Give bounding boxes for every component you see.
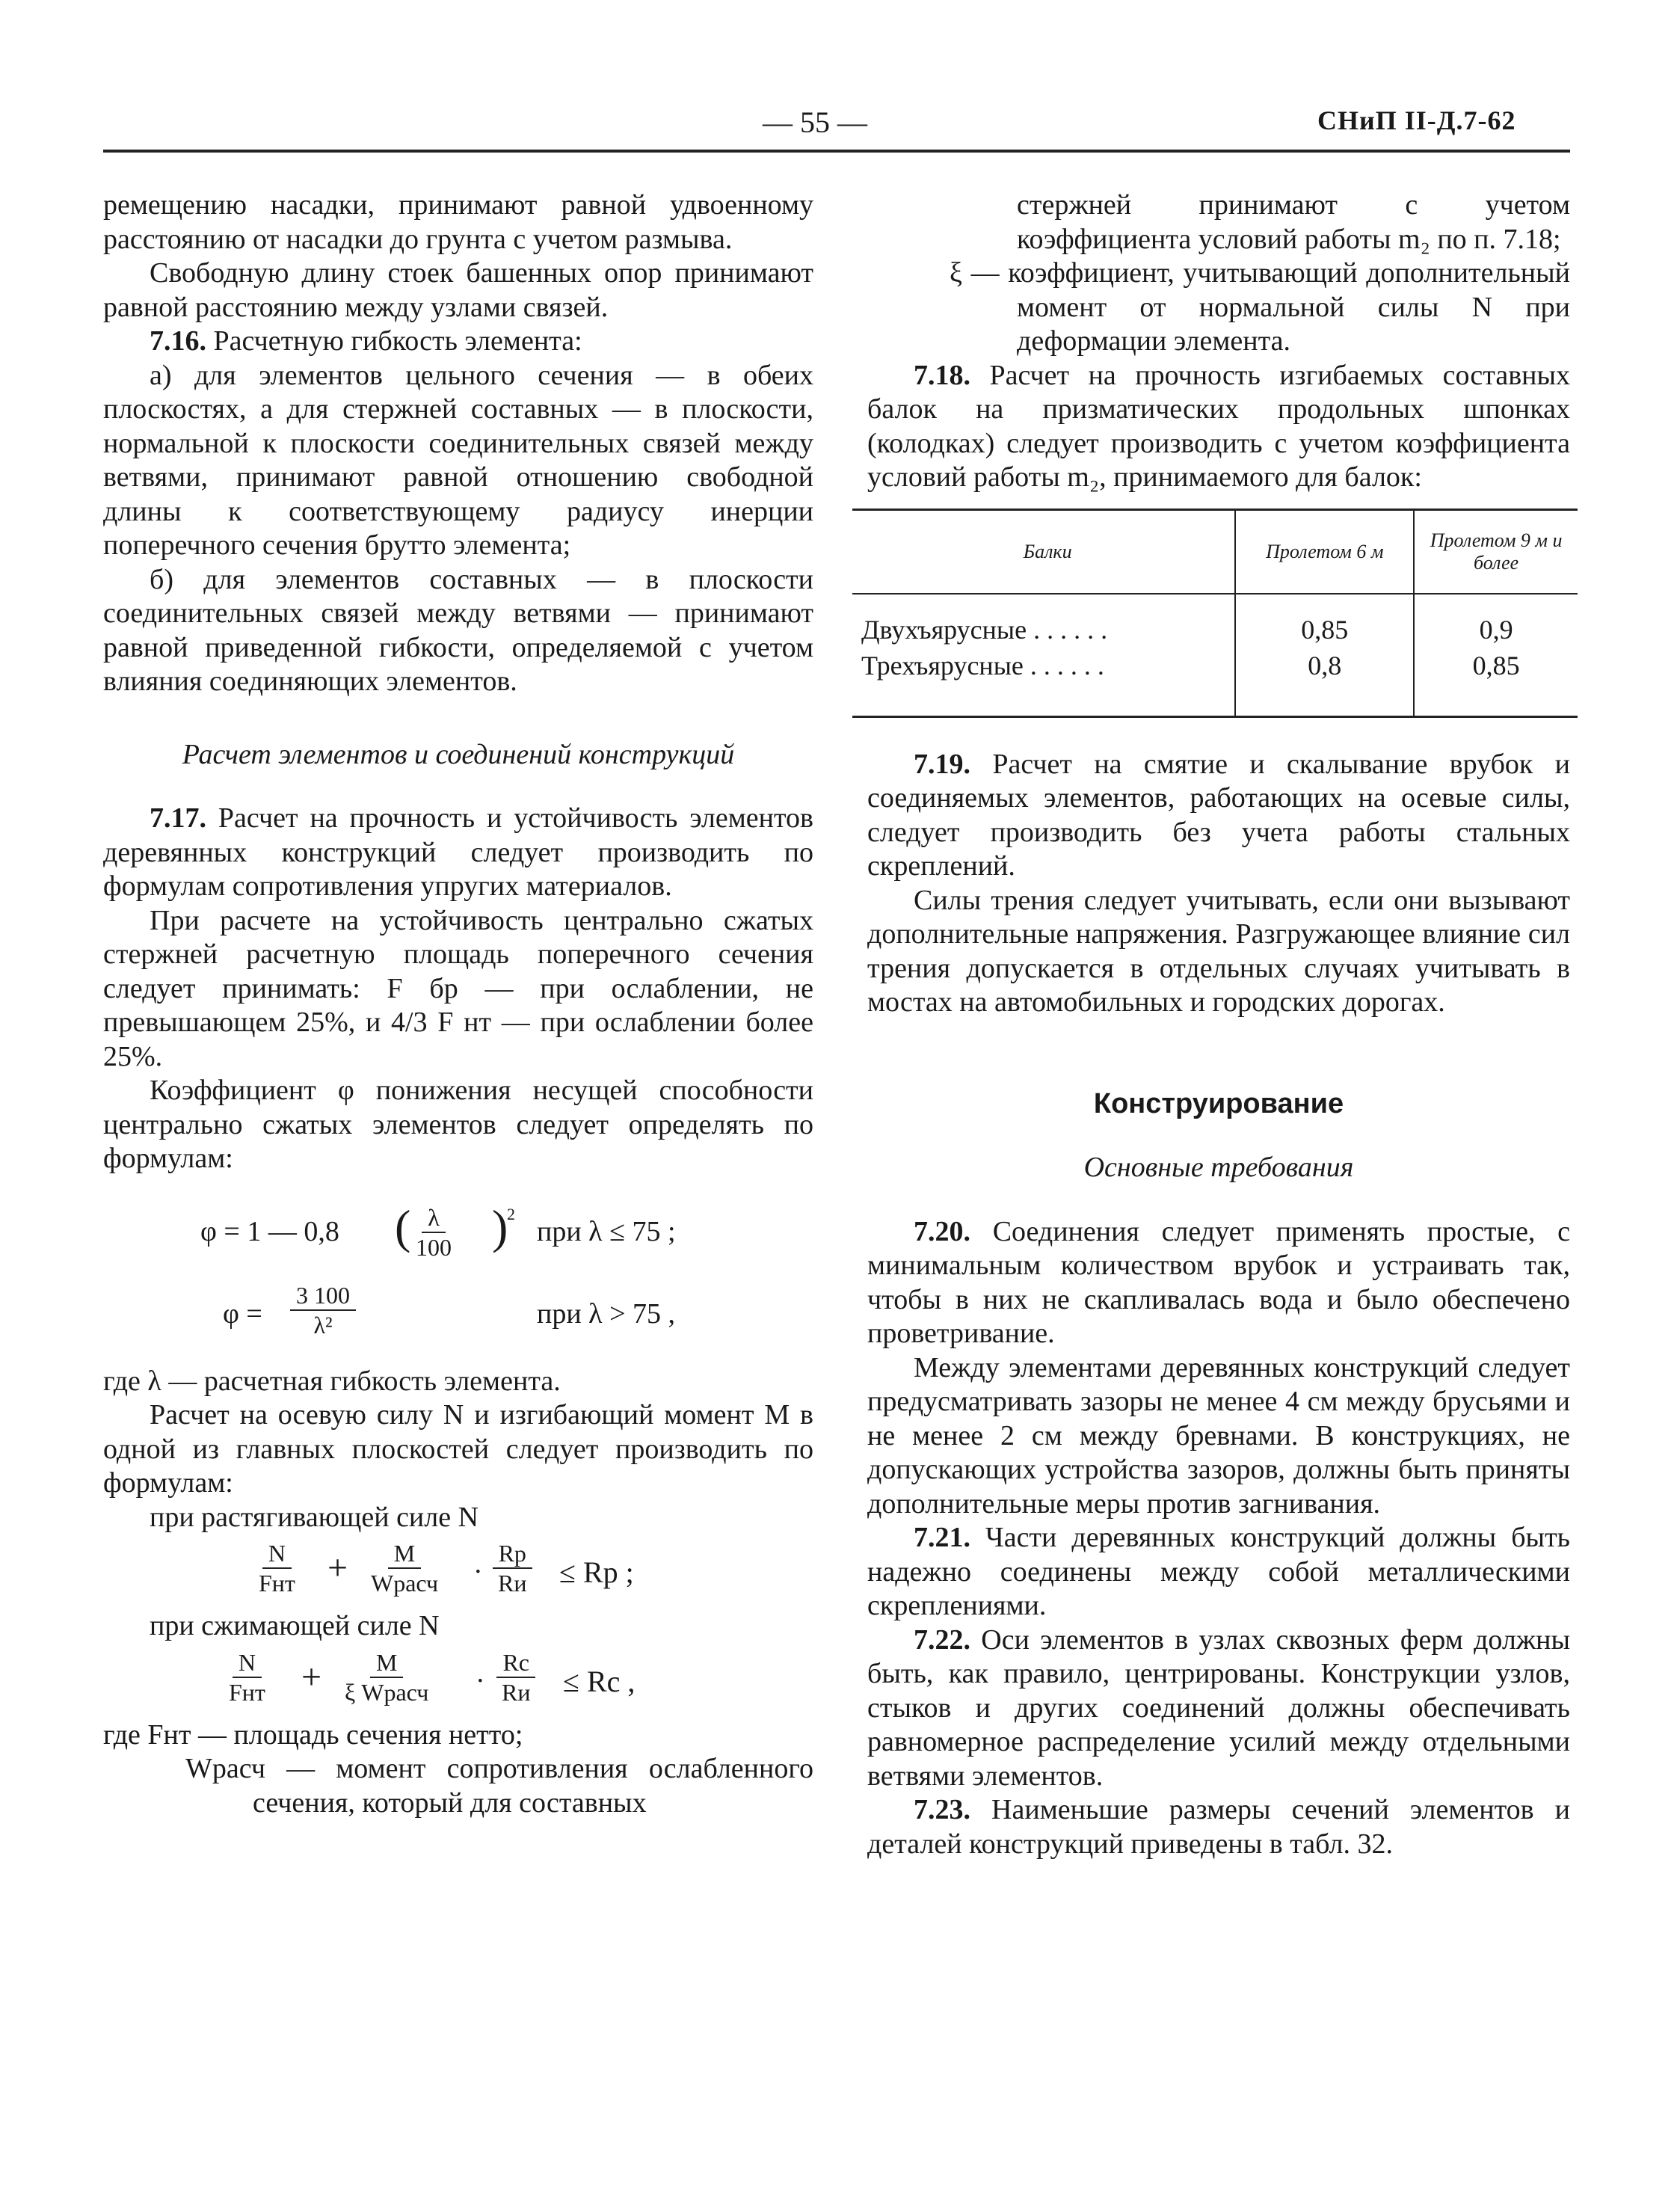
exponent: 2 (507, 1204, 515, 1223)
clause-7-17 (103, 802, 813, 904)
clause-number: 7.22. (914, 1623, 970, 1656)
fraction (410, 1203, 458, 1262)
denominator: λ² (313, 1311, 333, 1339)
clause-text: Расчет на смятие и скалывание врубок и соединяемых элементов, работающих на осевые силы, следует производить без учета работы стальных скреплений. (867, 748, 1571, 882)
clause-7-23 (867, 1793, 1570, 1861)
formula-lhs: φ = (223, 1297, 262, 1330)
left-column (103, 188, 813, 1820)
clause-number: 7.17. (150, 802, 206, 834)
numerator: λ (422, 1203, 446, 1233)
clause-7-16 (103, 325, 813, 359)
section-subheading: Основные требования (1083, 1152, 1354, 1183)
paragraph: а) для элементов цельного сечения — в обеих плоскостях, а для стержней составных — в плоскости, нормальной к плоскости соединительных связей между ветвями, принимают равной отношению свободной длины к соответствующему радиусу инерции поперечного сечения брутто элемента; (103, 359, 813, 561)
paragraph: Коэффициент φ понижения несущей способности центрально сжатых элементов следует определять по формулам: (103, 1075, 813, 1174)
numerator: 3 100 (290, 1281, 356, 1311)
denominator: Rи (498, 1570, 527, 1597)
table-cell: 0,8 (1235, 648, 1414, 717)
table-cell: 0,85 (1414, 648, 1578, 717)
beam-coefficient-table (852, 509, 1578, 718)
clause-7-21 (867, 1521, 1570, 1623)
fraction (492, 1539, 532, 1597)
table-header: Пролетом 9 м и более (1414, 509, 1578, 594)
fraction (365, 1539, 444, 1597)
paragraph: при растягивающей силе N (150, 1501, 479, 1533)
paragraph: где Fнт — площадь сечения нетто; (103, 1718, 523, 1751)
numerator: N (262, 1539, 292, 1569)
fraction (496, 1648, 536, 1706)
table-row (852, 594, 1578, 648)
subheading: Расчет элементов и соединений конструкций (182, 738, 735, 770)
table-cell: Двухъярусные . . . . . . (861, 614, 1108, 645)
clause-text: Части деревянных конструкций должны быть надежно соединены между собой металлическими скреплениями. (867, 1522, 1571, 1621)
formula-compression (103, 1644, 813, 1718)
clause-text: Расчетную гибкость элемента: (213, 325, 582, 357)
table-row (852, 648, 1578, 717)
clause-7-18 (867, 359, 1570, 495)
paragraph: б) для элементов составных — в плоскости соединительных связей между ветвями — принимают равной приведенной гибкости, определяемой с учетом влияния соединяющих элементов. (103, 563, 813, 697)
table-header: Балки (852, 509, 1235, 594)
clause-text: Соединения следует применять простые, с минимальным количеством врубок и устраивать так, чтобы в них не скапливалась вода и было обеспечено проветривание. (867, 1215, 1570, 1349)
formula-rhs: ≤ Rс , (563, 1664, 636, 1698)
paragraph: ξ — коэффициент, учитывающий дополнительный момент от нормальной силы N при деформации элемента. (950, 257, 1570, 357)
dot: · (473, 1556, 483, 1588)
numerator: Rр (493, 1539, 532, 1569)
denominator: ξ Wрасч (345, 1678, 429, 1706)
clause-text: Оси элементов в узлах сквозных ферм должны быть, как правило, центрированы. Конструкции узлов, стыков и других соединений должны обеспечивать равномерное распределение усилий между отдельными ветвями элементов. (867, 1623, 1570, 1792)
clause-number: 7.19. (914, 748, 970, 780)
clause-number: 7.21. (914, 1522, 970, 1553)
clause-text: Расчет на прочность и устойчивость элементов деревянных конструкций следует производить по формулам сопротивления упругих материалов. (103, 802, 814, 902)
section-heading: Конструирование (1093, 1087, 1344, 1119)
formula-phi-2 (103, 1275, 813, 1357)
table-cell: 0,9 (1414, 594, 1578, 648)
numerator: N (233, 1648, 262, 1678)
clause-number: 7.23. (914, 1794, 970, 1825)
denominator: Wрасч (371, 1570, 439, 1597)
fraction (253, 1539, 301, 1597)
paragraph: Wрасч — момент сопротивления ослабленного сечения, который для составных (185, 1753, 813, 1819)
clause-number: 7.18. (914, 359, 970, 391)
formula-condition: при λ > 75 , (537, 1297, 676, 1330)
paragraph: при сжимающей силе N (150, 1610, 440, 1641)
dot: · (476, 1665, 485, 1697)
formula-lhs: φ = 1 — 0,8 (200, 1215, 339, 1247)
plus-sign: + (327, 1548, 348, 1588)
numerator: M (370, 1648, 403, 1678)
plus-sign: + (301, 1656, 322, 1697)
paragraph: Силы трения следует учитывать, если они вызывают дополнительные напряжения. Разгружающее влияние сил трения допускается в отдельных случаях учитывать в мостах на автомобильных и городских дорогах. (867, 884, 1570, 1018)
formula-rhs: ≤ Rр ; (559, 1555, 634, 1589)
paragraph: Между элементами деревянных конструкций следует предусматривать зазоры не менее 4 см между брусьями и не менее 2 см между бревнами. В конструкциях, не допускающих устройства зазоров, должны быть приняты дополнительные меры против загнивания. (867, 1351, 1570, 1520)
paragraph: Расчет на осевую силу N и изгибающий момент M в одной из главных плоскостей следует производить по формулам: (103, 1399, 813, 1499)
table-header: Пролетом 6 м (1235, 509, 1414, 594)
table-header-row (852, 509, 1578, 594)
clause-text: Наименьшие размеры сечений элементов и деталей конструкций приведены в табл. 32. (867, 1794, 1570, 1860)
fraction (223, 1648, 271, 1706)
formula-condition: при λ ≤ 75 ; (537, 1215, 676, 1247)
fraction (290, 1281, 356, 1339)
denominator: Fнт (229, 1678, 265, 1706)
document-code: СНиП II-Д.7-62 (1317, 105, 1516, 135)
clause-number: 7.16. (150, 325, 206, 357)
denominator: Rи (502, 1678, 531, 1706)
paragraph: При расчете на устойчивость центрально сжатых стержней расчетную площадь поперечного сечения следует принимать: F бр — при ослаблении, не превышающем 25%, и 4/3 F нт — при ослаблении более 25%. (103, 904, 813, 1072)
formula-tension (103, 1534, 813, 1609)
paragraph: стержней принимают с учетом коэффициента условий работы m₂ по п. 7.18; (1017, 189, 1570, 255)
paren-close: ) (492, 1199, 508, 1253)
clause-7-22 (867, 1623, 1570, 1794)
fraction (339, 1648, 434, 1706)
numerator: Rс (496, 1648, 535, 1678)
table-cell: Трехъярусные . . . . . . (852, 648, 1235, 717)
paragraph: Свободную длину стоек башенных опор принимают равной расстоянию между узлами связей. (103, 257, 813, 323)
header-rule (103, 150, 1570, 153)
denominator: 100 (416, 1233, 452, 1261)
right-column (861, 188, 1571, 1861)
formula-phi-1 (103, 1193, 813, 1275)
numerator: M (388, 1539, 421, 1569)
denominator: Fнт (259, 1570, 295, 1597)
paragraph: ремещению насадки, принимают равной удвоенному расстоянию от насадки до грунта с учетом размыва. (103, 189, 813, 255)
clause-7-20 (867, 1215, 1570, 1351)
paragraph: где λ — расчетная гибкость элемента. (103, 1365, 561, 1397)
page-number: — 55 — (763, 105, 867, 139)
clause-number: 7.20. (914, 1215, 970, 1247)
table-cell: 0,85 (1235, 594, 1414, 648)
clause-7-19 (867, 748, 1570, 884)
clause-text: Расчет на прочность изгибаемых составных балок на призматических продольных шпонках (колодках) следует производить с учетом коэффициента условий работы m₂, принимаемого для балок: (867, 359, 1571, 493)
paren-open: ( (395, 1199, 411, 1253)
